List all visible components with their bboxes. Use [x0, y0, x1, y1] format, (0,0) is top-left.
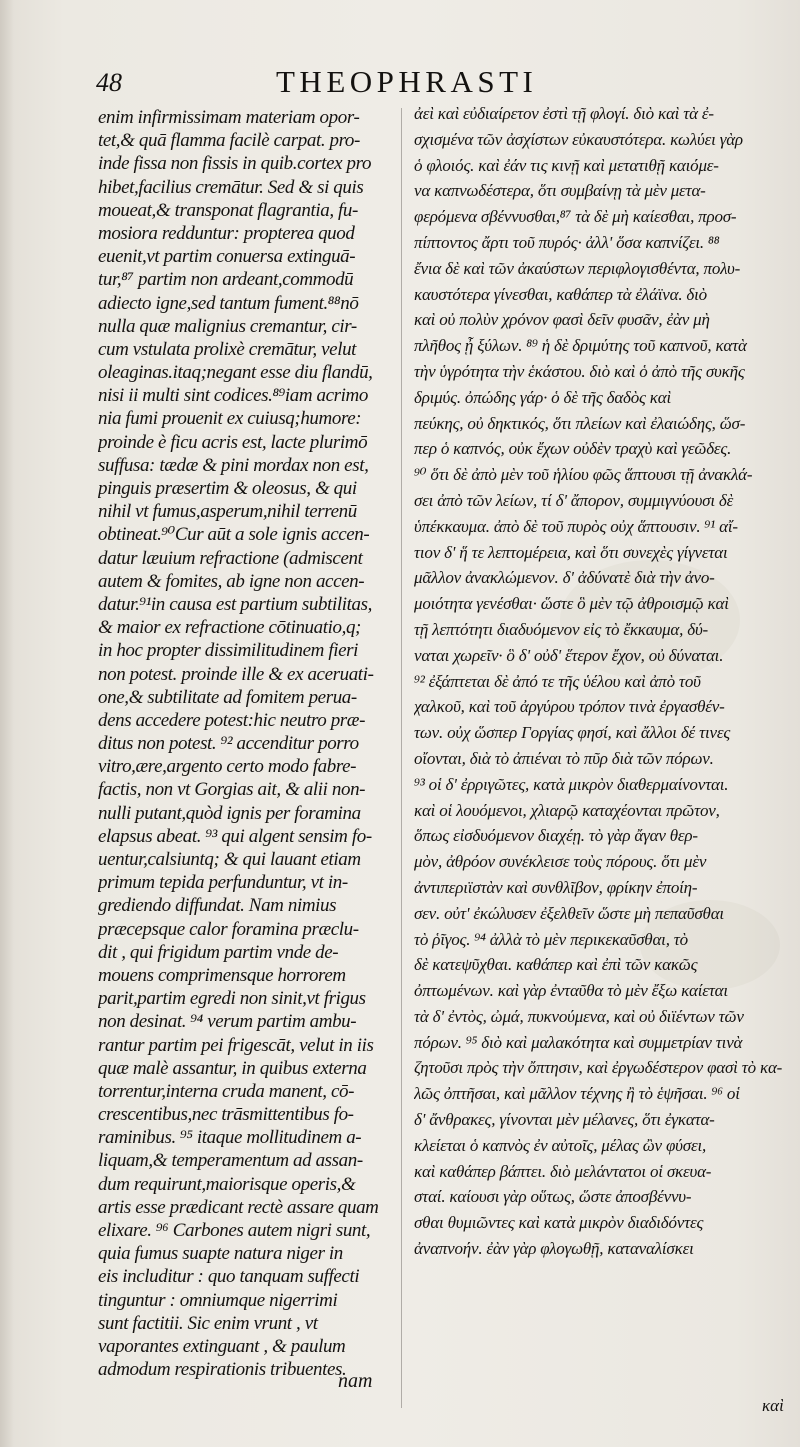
greek-text-line: φερόμενα σβέννυσθαι,⁸⁷ τὰ δὲ μὴ καίεσθαι, προσ-: [414, 207, 737, 227]
greek-catchword: καὶ: [762, 1396, 784, 1415]
latin-text-line: elapsus abeat. ⁹³ qui algent sensim fo-: [98, 825, 372, 847]
latin-text-line: grediendo diffundat. Nam nimius: [98, 895, 337, 917]
latin-text-line: vitro,ære,argento certo modo fabre-: [98, 756, 357, 778]
greek-text-line: τιον δ' ἥ τε λεπτομέρεια, καὶ ὅτι συνεχὲς γίγνεται: [414, 542, 728, 562]
greek-text-line: μὸν, ἀθρόον συνέκλεισε τοὺς πόρους. ὅτι μὲν: [414, 852, 707, 872]
greek-text-line: σχισμένα τῶν ἀσχίστων εὐκαυστότερα. κωλύει γὰρ: [414, 129, 743, 149]
greek-text-line: ⁹² ἐξάπτεται δὲ ἀπό τε τῆς ὑέλου καὶ ἀπὸ τοῦ: [414, 671, 701, 691]
page-header: [96, 62, 736, 102]
latin-text-line: tur,⁸⁷ partim non ardeant,commodū: [98, 269, 354, 291]
greek-text-line: σεν. οὐτ' ἐκώλυσεν ἐξελθεῖν ὥστε μὴ πεπαῦσθαι: [414, 903, 724, 923]
greek-text-line: σθαι θυμιῶντες καὶ κατὰ μικρὸν διαδιδόντες: [414, 1213, 704, 1233]
latin-text-line: primum tepida perfunduntur, vt in-: [98, 872, 348, 894]
greek-text-line: τὰ δ' ἐντὸς, ὠμά, πυκνούμενα, καὶ οὐ διϊέντων τῶν: [414, 1006, 744, 1026]
latin-text-line: datur læuium refractione (admiscent: [98, 547, 363, 569]
latin-text-line: tet,& quā flamma facilè carpat. pro-: [98, 130, 360, 152]
latin-text-line: obtineat.⁹⁰Cur aūt a sole ignis accen-: [98, 524, 370, 546]
latin-text-line: adiecto igne,sed tantum fument.⁸⁸nō: [98, 292, 359, 314]
latin-text-line: in hoc propter dissimilitudinem fieri: [98, 640, 358, 662]
latin-text-line: dum requirunt,maiorisque operis,&: [98, 1173, 356, 1195]
latin-text-line: datur.⁹¹in causa est partium subtilitas,: [98, 593, 372, 615]
greek-text-line: ἔνια δὲ καὶ τῶν ἀκαύστων περιφλογισθέντα, πολυ-: [414, 258, 741, 278]
greek-text-line: δὲ κατεψῦχθαι. καθάπερ καὶ ἐπὶ τῶν κακῶς: [414, 955, 698, 975]
latin-text-line: inde fissa non fissis in quib.cortex pro: [98, 153, 372, 175]
greek-text-line: καυστότερα γίνεσθαι, καθάπερ τὰ ἐλάϊνα. διὸ: [414, 284, 707, 304]
greek-text-line: ἀεὶ καὶ εὐδιαίρετον ἐστὶ τῇ φλογί. διὸ καὶ τὰ ἐ-: [414, 104, 714, 123]
greek-text-line: ὁ φλοιός. καὶ ἐάν τις κινῇ καὶ μετατιθῇ καιόμε-: [414, 155, 719, 175]
latin-text-line: elixare. ⁹⁶ Carbones autem nigri sunt,: [98, 1220, 371, 1241]
latin-text-line: oleaginas.itaq;negant esse diu flandū,: [98, 362, 373, 384]
latin-text-line: & maior ex refractione cōtinuatio,q;: [98, 617, 361, 639]
greek-text-line: καὶ οὐ πολὺν χρόνον φασὶ δεῖν φυσᾶν, ἐὰν μὴ: [414, 310, 710, 330]
greek-text-line: περ ὁ καπνός, οὐκ ἔχων οὐδὲν τραχὺ καὶ γεῶδες.: [414, 439, 732, 459]
latin-text-line: torrentur,interna cruda manent, cō-: [98, 1080, 355, 1102]
latin-text-line: proinde è ficu acris est, lacte plurimō: [98, 431, 368, 453]
greek-text-line: οἴονται, διὰ τὸ ἀπιέναι τὸ πῦρ διὰ τῶν πόρων.: [414, 748, 714, 768]
greek-text-line: πόρων. ⁹⁵ διὸ καὶ μαλακότητα καὶ συμμετρίαν τινὰ: [414, 1032, 743, 1052]
latin-catchword: nam: [338, 1370, 373, 1392]
latin-text-line: mouens comprimensque horrorem: [98, 964, 346, 986]
latin-text-line: quæ malè assantur, in quibus externa: [98, 1057, 367, 1079]
latin-text-line: tinguntur : omniumque nigerrimi: [98, 1289, 338, 1311]
greek-text-line: να καπνωδέστερα, ὅτι συμβαίνῃ τὰ μὲν μετα-: [414, 181, 706, 201]
latin-text-line: sunt factitii. Sic enim vrunt , vt: [98, 1312, 318, 1334]
latin-text-line: præcepsque calor foramina præclu-: [98, 918, 359, 940]
greek-text-line: χαλκοῦ, καὶ τοῦ ἀργύρου τρόπον τινὰ ἐργασθέν-: [414, 697, 725, 717]
latin-text-line: dens accedere potest:hic neutro præ-: [98, 709, 366, 731]
latin-text-line: ditus non potest. ⁹² accenditur porro: [98, 733, 359, 755]
latin-text-line: raminibus. ⁹⁵ itaque mollitudinem a-: [98, 1127, 362, 1149]
greek-text-line: πεύκης, οὐ δηκτικός, ὅτι πλείων καὶ ἐλαιώδης, ὥσ-: [414, 413, 746, 433]
greek-text-line: μᾶλλον ἀνακλώμενον. δ' ἀδύνατὲ διὰ τὴν ἀνο-: [414, 568, 715, 588]
latin-text-line: one,& subtilitate ad fomitem perua-: [98, 686, 357, 708]
greek-text-line: καὶ οἱ λουόμενοι, χλιαρῷ καταχέονται πρῶτον,: [414, 800, 720, 820]
greek-text-line: ⁹³ οἱ δ' ἐρριγῶτες, κατὰ μικρὸν διαθερμαίνονται.: [414, 774, 729, 794]
latin-text-line: vaporantes extinguant , & paulum: [98, 1335, 346, 1357]
greek-text-line: ὀπτωμένων. καὶ γὰρ ἐνταῦθα τὸ μὲν ἔξω καίεται: [414, 981, 728, 1001]
page-number: 48: [96, 68, 122, 97]
greek-text-line: ναται χωρεῖν· ὃ δ' οὐδ' ἕτερον ἔχον, οὐ δύναται.: [414, 645, 724, 665]
greek-text-line: λῶς ὀπτῆσαι, καὶ μᾶλλον τέχνης ἢ τὸ ἑψῆσαι. ⁹⁶ οἱ: [414, 1084, 740, 1104]
running-head: THEOPHRASTI: [276, 64, 538, 99]
greek-text-line: δριμύς. ὀπώδης γάρ· ὁ δὲ τῆς δαδὸς καὶ: [414, 387, 672, 407]
greek-text-line: τὸ ῥῖγος. ⁹⁴ ἀλλὰ τὸ μὲν περικεκαῦσθαι, τὸ: [414, 929, 688, 949]
latin-text-line: non desinat. ⁹⁴ verum partim ambu-: [98, 1011, 357, 1033]
greek-text-line: κλείεται ὁ καπνὸς ἐν αὐτοῖς, μέλας ὢν φύσει,: [414, 1135, 707, 1155]
greek-text-line: ἀντιπεριϊστὰν καὶ συνθλῖβον, φρίκην ἐποίη-: [414, 877, 698, 897]
latin-text-line: nia fumi prouenit ex cuiusq;humore:: [98, 408, 362, 430]
greek-text-line: καὶ καθάπερ βάπτει. διὸ μελάντατοι οἱ σκευα-: [414, 1161, 712, 1181]
greek-text-line: πλῆθος ᾖ ξύλων. ⁸⁹ ἡ δὲ δριμύτης τοῦ καπνοῦ, κατὰ: [414, 336, 747, 356]
latin-text-line: crescentibus,nec trāsmittentibus fo-: [98, 1104, 354, 1126]
greek-text-line: πίπτοντος ἄρτι τοῦ πυρός· ἀλλ' ὅσα καπνίζει. ⁸⁸: [414, 232, 720, 252]
latin-text-line: pinguis præsertim & oleosus, & qui: [98, 478, 357, 499]
latin-text-line: hibet,facilius cremātur. Sed & si quis: [98, 176, 364, 198]
latin-text-line: nulla quæ malignius cremantur, cir-: [98, 315, 357, 337]
latin-text-line: factis, non vt Gorgias ait, & alii non-: [98, 779, 366, 801]
greek-text-line: δ' ἄνθρακες, γίνονται μὲν μέλανες, ὅτι ἐγκατα-: [414, 1110, 715, 1130]
latin-text-line: moueat,& transponat flagrantia, fu-: [98, 199, 358, 221]
greek-text-line: των. οὐχ ὥσπερ Γοργίας φησί, καὶ ἄλλοι δέ τινες: [414, 723, 731, 743]
latin-text-line: admodum respirationis tribuentes.: [98, 1359, 347, 1381]
greek-text-line: τῇ λεπτότητι διαδυόμενον εἰς τὸ ἔκκαυμα, δύ-: [414, 619, 709, 639]
greek-text-line: ζητοῦσι πρὸς τὴν ὄπτησιν, καὶ ἐργωδέστερον φασὶ τὸ κα-: [414, 1058, 783, 1078]
latin-text-line: dit , qui frigidum partim vnde de-: [98, 941, 339, 963]
latin-text-line: artis esse prædicant rectè assare quam: [98, 1196, 379, 1218]
greek-text-line: ὅπως εἰσδυόμενον διαχέῃ. τὸ γὰρ ἄγαν θερ-: [414, 826, 698, 846]
latin-text-line: nulli putant,quòd ignis per foramina: [98, 802, 361, 824]
latin-text-line: enim infirmissimam materiam opor-: [98, 107, 360, 128]
latin-text-line: cum vstulata prolixè cremātur, velut: [98, 338, 357, 360]
gutter-shadow: [0, 0, 14, 1447]
latin-text-line: nihil vt fumus,asperum,nihil terrenū: [98, 501, 357, 523]
latin-text-line: parit,partim egredi non sinit,vt frigus: [98, 988, 366, 1010]
latin-text-column: [98, 106, 396, 1381]
greek-text-line: τὴν ὑγρότητα τὴν ἑκάστου. διὸ καὶ ὁ ἀπὸ τῆς συκῆς: [414, 361, 745, 381]
latin-text-line: non potest. proinde ille & ex aceruati-: [98, 663, 374, 685]
latin-text-line: eis includitur : quo tanquam suffecti: [98, 1266, 360, 1288]
latin-text-line: rantur partim pei frigescāt, velut in iis: [98, 1034, 374, 1056]
greek-text-line: σει ἀπὸ τῶν λείων, τί δ' ἄπορον, συμμιγνύουσι δὲ: [414, 490, 734, 510]
greek-text-line: μοιότητα γενέσθαι· ὥστε ὃ μὲν τῷ ἀθροισμῷ καὶ: [414, 594, 729, 614]
greek-text-line: ἀναπνοήν. ἐὰν γὰρ φλογωθῇ, καταναλίσκει: [414, 1239, 694, 1259]
latin-text-line: euenit,vt partim conuersa extinguā-: [98, 246, 356, 268]
latin-text-line: nisi ii multi sint codices.⁸⁹iam acrimo: [98, 385, 368, 407]
latin-text-line: quia fumus suapte natura niger in: [98, 1243, 343, 1265]
greek-text-line: ὑπέκκαυμα. ἀπὸ δὲ τοῦ πυρὸς οὐχ ἅπτουσιν. ⁹¹ αἴ-: [414, 516, 738, 536]
latin-text-line: liquam,& temperamentum ad assan-: [98, 1150, 363, 1172]
latin-text-line: autem & fomites, ab igne non accen-: [98, 570, 365, 592]
greek-text-line: ⁹⁰ ὅτι δὲ ἀπὸ μὲν τοῦ ἡλίου φῶς ἅπτουσι τῇ ἀνακλά-: [414, 465, 753, 485]
column-divider: [401, 108, 402, 1408]
latin-text-line: uentur,calsiuntq; & qui lauant etiam: [98, 849, 361, 870]
greek-text-column: [414, 101, 786, 1262]
greek-text-line: σταί. καίουσι γὰρ οὕτως, ὥστε ἀποσβέννυ-: [414, 1187, 692, 1207]
latin-text-line: suffusa: tædæ & pini mordax non est,: [98, 454, 369, 476]
latin-text-line: mosiora redduntur: propterea quod: [98, 222, 355, 244]
